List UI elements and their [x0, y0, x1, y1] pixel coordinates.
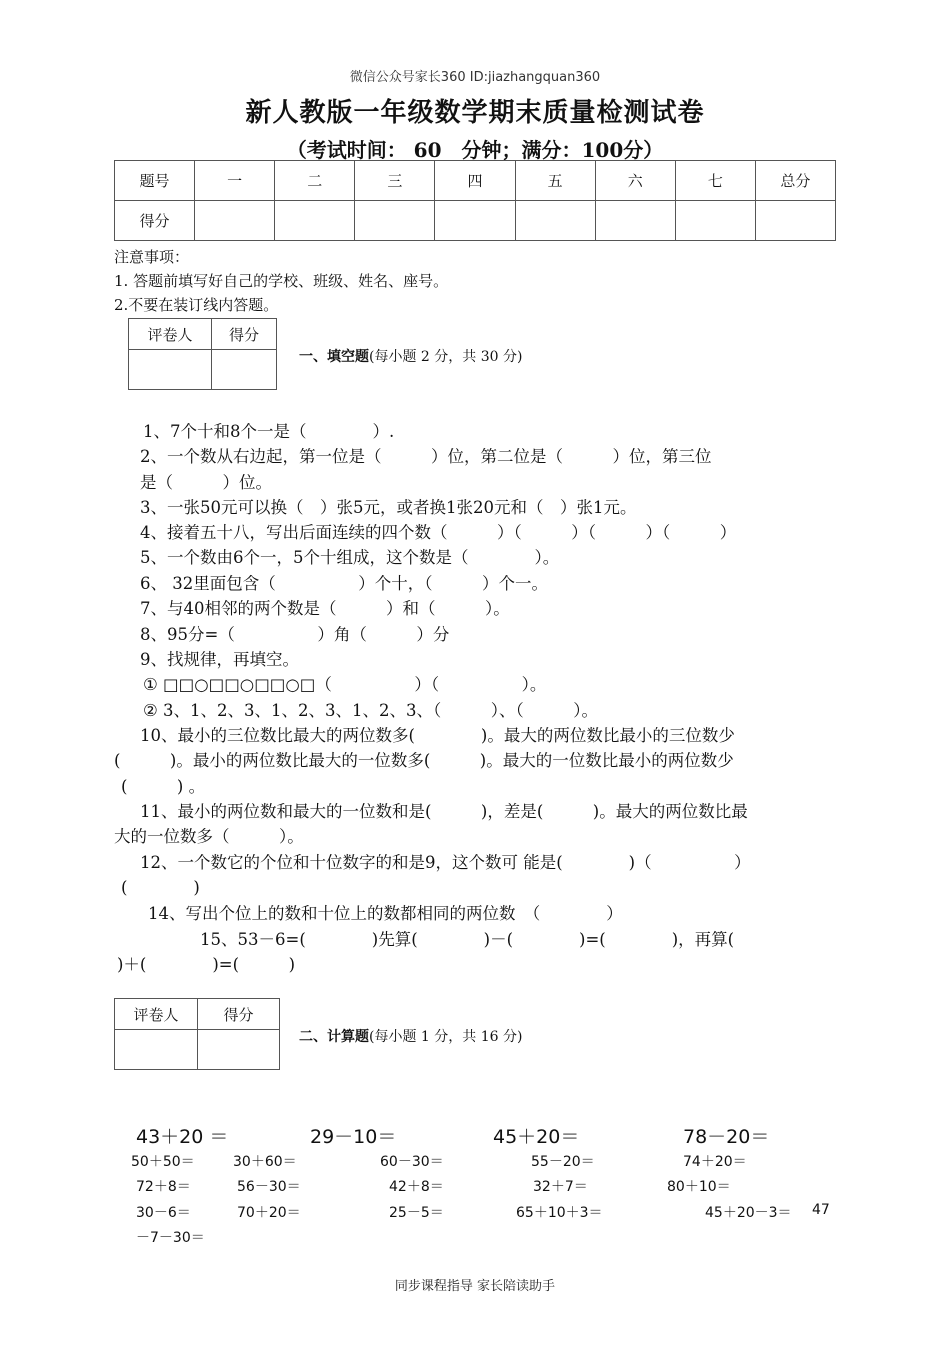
score-input-cell[interactable]: [675, 201, 755, 241]
page-footer: 同步课程指导 家长陪读助手: [394, 1279, 556, 1294]
calc-problem: 55－20＝: [531, 1154, 595, 1170]
question-line: ( ): [121, 878, 200, 897]
score-cell: 六: [595, 161, 675, 201]
grader-input-cell[interactable]: [212, 350, 277, 390]
score-cell: 三: [355, 161, 435, 201]
question-line: ① □□○□□○□□○□（ ）（ ）。: [143, 675, 547, 694]
question-line: 1、7个十和8个一是（ ）.: [143, 422, 395, 441]
calc-problem: 45＋20＝: [493, 1126, 580, 1148]
question-line: 7、与40相邻的两个数是（ ）和（ ）。: [140, 599, 510, 618]
score-input-cell[interactable]: [595, 201, 675, 241]
section-1-heading: [299, 346, 522, 366]
grader-box: [128, 318, 277, 390]
notes-heading: 注意事项：: [114, 248, 190, 266]
calc-problem: 47: [812, 1202, 830, 1218]
section-1-detail: (每小题 2 分，共 30 分): [369, 349, 523, 365]
grader-score-label: 得分: [198, 999, 280, 1030]
score-cell: 总分: [755, 161, 835, 201]
question-line: 是（ ）位。: [140, 473, 272, 492]
question-line: 5、一个数由6个一，5个十组成，这个数是（ ）。: [140, 548, 560, 567]
grader-label: 评卷人: [129, 319, 212, 350]
score-input-cell[interactable]: [355, 201, 435, 241]
page-subtitle: （考试时间： 60 分钟；满分：100分）: [286, 138, 664, 162]
score-input-cell[interactable]: [195, 201, 275, 241]
score-cell: 五: [515, 161, 595, 201]
score-cell: 四: [435, 161, 515, 201]
question-line: ( )。最小的两位数比最大的一位数多( )。最大的一位数比最小的两位数少: [114, 751, 734, 770]
calc-problem: 65＋10＋3＝: [516, 1205, 603, 1221]
score-table-header-row: [115, 161, 836, 201]
question-line: 10、最小的三位数比最大的两位数多( )。最大的两位数比最小的三位数少: [140, 726, 735, 745]
score-input-cell[interactable]: [275, 201, 355, 241]
question-line: 3、一张50元可以换（ ）张5元，或者换1张20元和（ ）张1元。: [140, 498, 637, 517]
score-input-cell[interactable]: [515, 201, 595, 241]
score-input-cell[interactable]: [435, 201, 515, 241]
note-item: 1. 答题前填写好自己的学校、班级、姓名、座号。: [114, 272, 449, 290]
question-line: )＋( )=( ): [117, 955, 296, 974]
page-title: 新人教版一年级数学期末质量检测试卷: [245, 98, 705, 128]
question-line: 15、53－6=( )先算( )－( )=( )，再算(: [200, 930, 735, 949]
score-cell: 一: [195, 161, 275, 201]
score-cell: 二: [275, 161, 355, 201]
question-line: ② 3、1、2、3、1、2、3、1、2、3、（ ）、（ ）。: [143, 701, 599, 720]
question-line: 8、95分=（ ）角（ ）分: [140, 625, 450, 644]
section-2-title: 二、计算题: [299, 1029, 369, 1045]
section-1-title: 一、填空题: [299, 349, 369, 365]
question-line: 大的一位数多（ ）。: [114, 827, 304, 846]
score-cell: 七: [675, 161, 755, 201]
calc-problem: －7－30＝: [136, 1230, 205, 1246]
calc-problem: 30－6＝: [136, 1205, 191, 1221]
grader-label: 评卷人: [115, 999, 198, 1030]
calc-problem: 43＋20 ＝: [136, 1126, 229, 1148]
score-cell: 题号: [115, 161, 195, 201]
section-2-detail: (每小题 1 分，共 16 分): [369, 1029, 523, 1045]
question-line: 2、一个数从右边起，第一位是（ ）位，第二位是（ ）位，第三位: [140, 447, 712, 466]
calc-problem: 60－30＝: [380, 1154, 444, 1170]
question-line: 11、最小的两位数和最大的一位数和是( )，差是( )。最大的两位数比最: [140, 802, 748, 821]
header-note: 微信公众号家长360 ID:jiazhangquan360: [349, 70, 601, 85]
grader-score-label: 得分: [212, 319, 277, 350]
calc-problem: 25－5＝: [389, 1205, 444, 1221]
calc-problem: 56－30＝: [237, 1179, 301, 1195]
grader-input-cell[interactable]: [115, 1030, 198, 1070]
question-line: 6、 32里面包含（ ）个十，（ ）个一。: [140, 574, 548, 593]
question-line: ( ) 。: [121, 777, 206, 796]
grader-box: [114, 998, 280, 1070]
calc-problem: 32＋7＝: [533, 1179, 588, 1195]
calc-problem: 45＋20－3＝: [705, 1205, 792, 1221]
note-item: 2.不要在装订线内答题。: [114, 296, 279, 314]
calc-problem: 29－10＝: [310, 1126, 397, 1148]
question-line: 14、写出个位上的数和十位上的数都相同的两位数 （ ）: [148, 904, 623, 923]
calc-problem: 72＋8＝: [136, 1179, 191, 1195]
calc-problem: 80＋10＝: [667, 1179, 731, 1195]
score-table: [114, 160, 836, 241]
calc-problem: 78－20＝: [683, 1126, 770, 1148]
question-line: 9、找规律，再填空。: [140, 650, 299, 669]
section-2-heading: [299, 1026, 522, 1046]
score-table-score-row: [115, 201, 836, 241]
calc-problem: 30＋60＝: [233, 1154, 297, 1170]
calc-problem: 50＋50＝: [131, 1154, 195, 1170]
grader-input-cell[interactable]: [129, 350, 212, 390]
question-line: 4、接着五十八，写出后面连续的四个数（ ）（ ）（ ）（ ）: [140, 523, 737, 542]
score-cell: 得分: [115, 201, 195, 241]
question-line: 12、一个数它的个位和十位数字的和是9，这个数可 能是( )（ ）: [140, 853, 751, 872]
calc-problem: 70＋20＝: [237, 1205, 301, 1221]
calc-problem: 42＋8＝: [389, 1179, 444, 1195]
calc-problem: 74＋20＝: [683, 1154, 747, 1170]
grader-input-cell[interactable]: [198, 1030, 280, 1070]
score-input-cell[interactable]: [755, 201, 835, 241]
